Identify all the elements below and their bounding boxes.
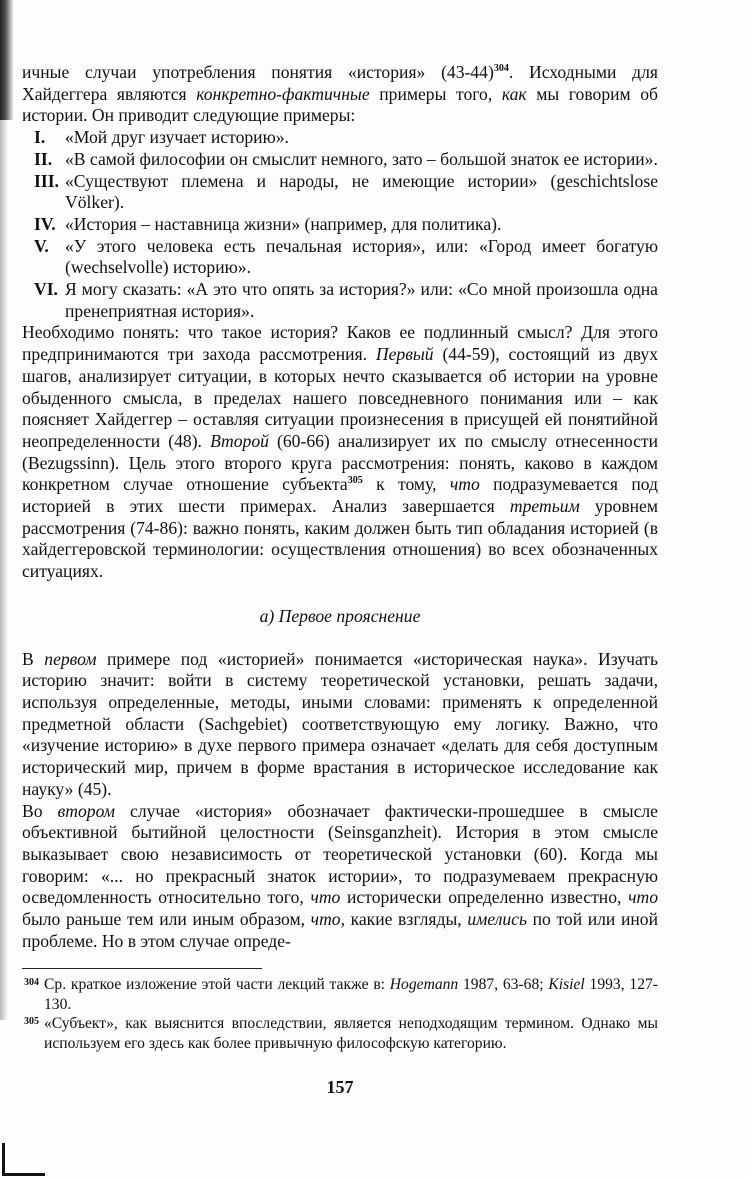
page-number: 157 (326, 1077, 354, 1098)
example-item: I. «Мой друг изучает историю». (34, 127, 289, 148)
body-paragraph-3: Во втором случае «история» обозначает фактически-прошедшее в смысле объективной бытийной целостности (Seinsganzheit). История в этом смысле выказывает свою независимость от теоретической установки (60). Когда мы говорим: «... но прекрасный знаток истории», то подразумеваем прекрасную осведомленность относительно того, что исторически определенно известно, что было раньше тем или иным образом, что, какие взгляды, имелись по той или иной проблеме. Но в этом случае опреде- (22, 800, 658, 951)
section-heading: а) Первое прояснение (259, 605, 421, 626)
examples-list (22, 127, 658, 322)
book-page (22, 62, 658, 1099)
example-item: V. «У этого человека есть печальная история», или: «Город имеет богатую (wechselvolle) историю». (34, 235, 658, 278)
example-item: IV. «История – наставница жизни» (например, для политика). (34, 213, 502, 234)
example-item: II. «В самой философии он смыслит немного, зато – большой знаток ее истории». (34, 148, 658, 169)
body-paragraph-1: Необходимо понять: что такое история? Каков ее подлинный смысл? Для этого предпринимаются три захода рассмотрения. Первый (44-59), состоящий из двух шагов, анализирует ситуации, в которых нечто сказывается об истории на уровне обыденного смысла, в пределах нашего повседневного понимания или – как поясняет Хайдеггер – оставляя ситуации произнесения в присущей ей понятийной неопределенности (48). Второй (60-66) анализирует их по смыслу отнесенности (Bezugssinn). Цель этого второго круга рассмотрения: понять, каково в каждом конкретном случае отношение субъекта$^{305}$ к тому, что подразумевается под историей в этих шести примерах. Анализ завершается третьим уровнем рассмотрения (74-86): важно понять, каким должен быть тип обладания историей (в хайдеггеровской терминологии: осуществления отношения) во всех обозначенных ситуациях. (22, 322, 658, 582)
scan-shadow-top (0, 0, 14, 120)
footnote-305: 305 «Субъект», как выяснится впоследствии, является неподходящим термином. Однако мы используем его здесь как более привычную философскую категорию. (24, 1015, 658, 1052)
body-paragraph-2: В первом примере под «историей» понимается «историческая наука». Изучать историю значит: войти в систему теоретической установки, решать задачи, используя определенные, методы, иными словами: применять к определенной предметной области (Sachgebiet) соответствующую ему логику. Важно, что «изучение историю» в духе первого примера означает «делать для себя доступным исторический мир, причем в форме врастания в историческое исследование как науку» (45). (22, 648, 659, 799)
footnote-divider (22, 968, 262, 969)
example-item: VI. Я могу сказать: «А это что опять за история?» или: «Со мной произошла одна пренеприятная история». (34, 279, 658, 321)
scan-shadow-left (0, 120, 8, 1020)
footnotes (22, 975, 658, 1053)
corner-crop-mark (2, 1143, 45, 1176)
footnote-ref-305[interactable]: 305 (347, 475, 363, 487)
example-item: III. «Существуют племена и народы, не имеющие истории» (geschichtslose Völker). (34, 170, 658, 213)
footnote-ref-304[interactable]: 304 (493, 63, 509, 75)
intro-paragraph: ичные случаи употребления понятия «история» $(43-44)^{304}$. Исходными для Хайдеггера являются конкретно-фактичные примеры того, как мы говорим об истории. Он приводит следующие примеры: (22, 62, 658, 126)
footnote-304: 304 Ср. краткое изложение этой части лекций также в: Hogemann 1987, 63-68; Kisiel 1993, 127-130. (24, 976, 658, 1013)
